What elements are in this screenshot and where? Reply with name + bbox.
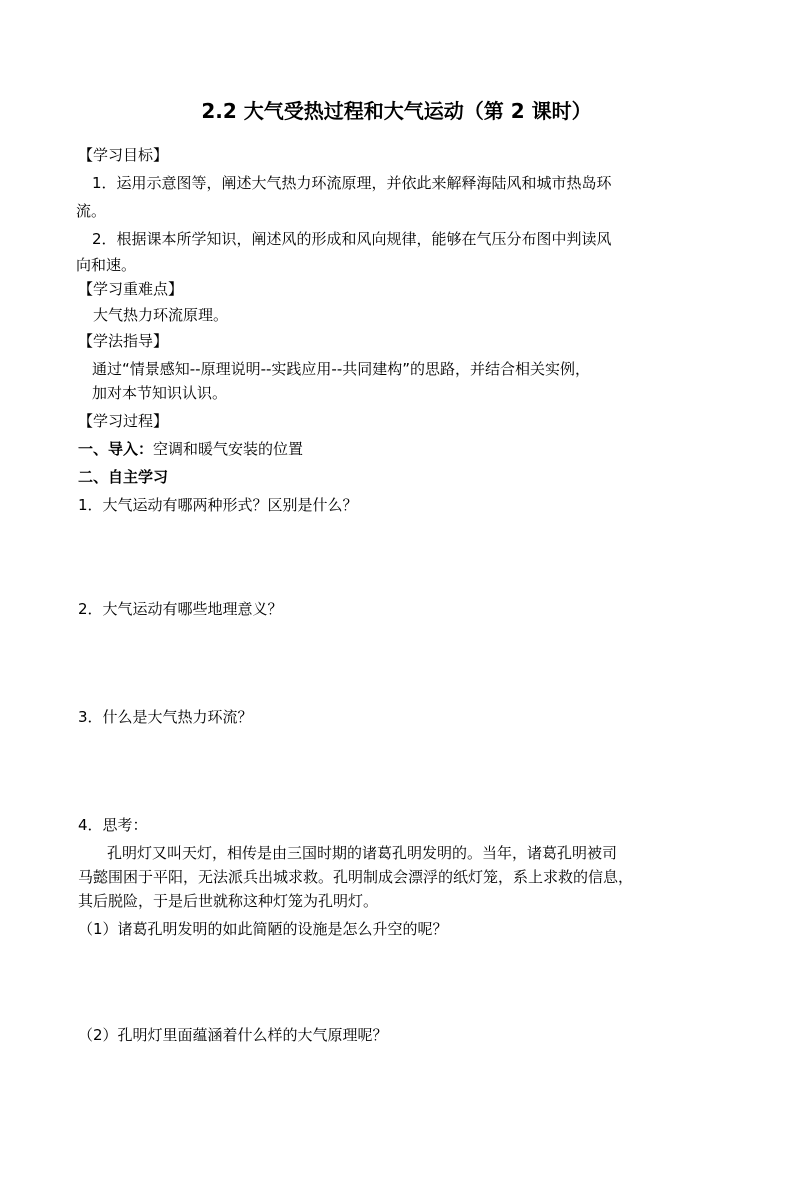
objectives-heading: 【学习目标】 (78, 146, 169, 164)
intro-label: 一、导入： (78, 440, 154, 458)
question-1: 1．大气运动有哪两种形式？区别是什么？ (78, 496, 358, 514)
sub-question-1: （1）诸葛孔明发明的如此简陋的设施是怎么升空的呢？ (78, 920, 448, 938)
method-line-1: 通过“情景感知--原理说明--实践应用--共同建构”的思路，并结合相关实例， (92, 360, 591, 378)
key-points-text: 大气热力环流原理。 (93, 306, 229, 324)
story-line-2: 马懿围困于平阳，无法派兵出城求救。孔明制成会漂浮的纸灯笼，系上求救的信息， (78, 868, 634, 886)
page-title: 2.2 大气受热过程和大气运动（第 2 课时） (201, 99, 592, 123)
question-2: 2．大气运动有哪些地理意义？ (78, 600, 283, 618)
method-heading: 【学法指导】 (78, 332, 169, 350)
question-4: 4．思考： (78, 816, 148, 834)
sub-question-2: （2）孔明灯里面蕴涵着什么样的大气原理呢？ (78, 1026, 388, 1044)
objective-1-line-1: 1．运用示意图等，阐述大气热力环流原理，并依此来解释海陆风和城市热岛环 (92, 174, 612, 192)
key-points-heading: 【学习重难点】 (78, 280, 184, 298)
self-study-heading: 二、自主学习 (78, 468, 169, 486)
objective-1-line-2: 流。 (76, 202, 107, 220)
question-3: 3．什么是大气热力环流？ (78, 708, 253, 726)
intro-line (78, 439, 303, 459)
objective-2-line-1: 2．根据课本所学知识，阐述风的形成和风向规律，能够在气压分布图中判读风 (92, 230, 612, 248)
method-line-2: 加对本节知识认识。 (92, 384, 228, 402)
story-line-3: 其后脱险，于是后世就称这种灯笼为孔明灯。 (78, 892, 379, 910)
process-heading: 【学习过程】 (78, 412, 169, 430)
objective-2-line-2: 向和速。 (76, 256, 137, 274)
intro-text: 空调和暖气安装的位置 (153, 440, 304, 458)
story-line-1: 孔明灯又叫天灯，相传是由三国时期的诸葛孔明发明的。当年，诸葛孔明被司 (107, 844, 618, 862)
